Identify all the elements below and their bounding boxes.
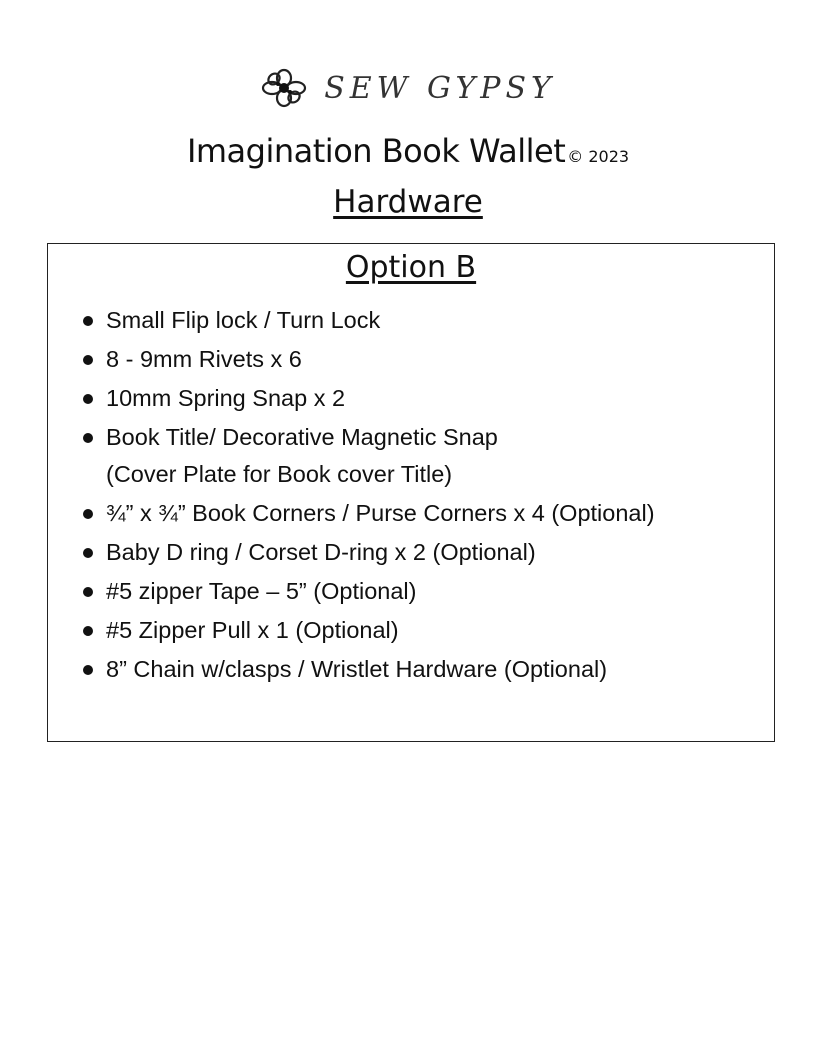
- bullet-icon: [83, 509, 93, 519]
- list-item: [48, 341, 774, 378]
- document-title-text: Imagination Book Wallet: [186, 132, 566, 170]
- list-item-text: Book Title/ Decorative Magnetic Snap: [106, 424, 498, 450]
- list-item-text: #5 zipper Tape – 5” (Optional): [106, 578, 417, 604]
- list-item-text: 8” Chain w/clasps / Wristlet Hardware (Optional): [106, 656, 608, 682]
- list-item-text: #5 Zipper Pull x 1 (Optional): [106, 617, 399, 643]
- list-item-text: 8 - 9mm Rivets x 6: [106, 346, 302, 372]
- list-item-text: (Cover Plate for Book cover Title): [106, 461, 453, 487]
- bullet-icon: [83, 394, 93, 404]
- list-item-text: 10mm Spring Snap x 2: [106, 385, 346, 411]
- list-item: [48, 612, 774, 649]
- bullet-icon: [83, 665, 93, 675]
- bullet-icon: [83, 626, 93, 636]
- brand-wordmark: SEW GYPSY: [324, 70, 556, 106]
- flower-knot-icon: [260, 68, 308, 108]
- brand-header: [0, 68, 816, 108]
- list-item: [48, 419, 774, 493]
- option-title: Option B: [345, 250, 477, 285]
- list-item-text: ¾” x ¾” Book Corners / Purse Corners x 4 (Optional): [106, 500, 655, 526]
- copyright-notice: © 2023: [567, 147, 630, 166]
- list-item: [48, 495, 774, 532]
- bullet-icon: [83, 548, 93, 558]
- list-item: [48, 573, 774, 610]
- bullet-icon: [83, 587, 93, 597]
- document-title: [0, 132, 816, 170]
- option-box: [47, 243, 775, 742]
- document-subtitle: Hardware: [333, 184, 483, 220]
- bullet-icon: [83, 433, 93, 443]
- hardware-list: [48, 302, 774, 688]
- list-item-text: Small Flip lock / Turn Lock: [106, 307, 381, 333]
- list-item: [48, 534, 774, 571]
- list-item: [48, 380, 774, 417]
- bullet-icon: [83, 355, 93, 365]
- list-item: [48, 302, 774, 339]
- list-item: [48, 651, 774, 688]
- bullet-icon: [83, 316, 93, 326]
- list-item-text: Baby D ring / Corset D-ring x 2 (Optional): [106, 539, 536, 565]
